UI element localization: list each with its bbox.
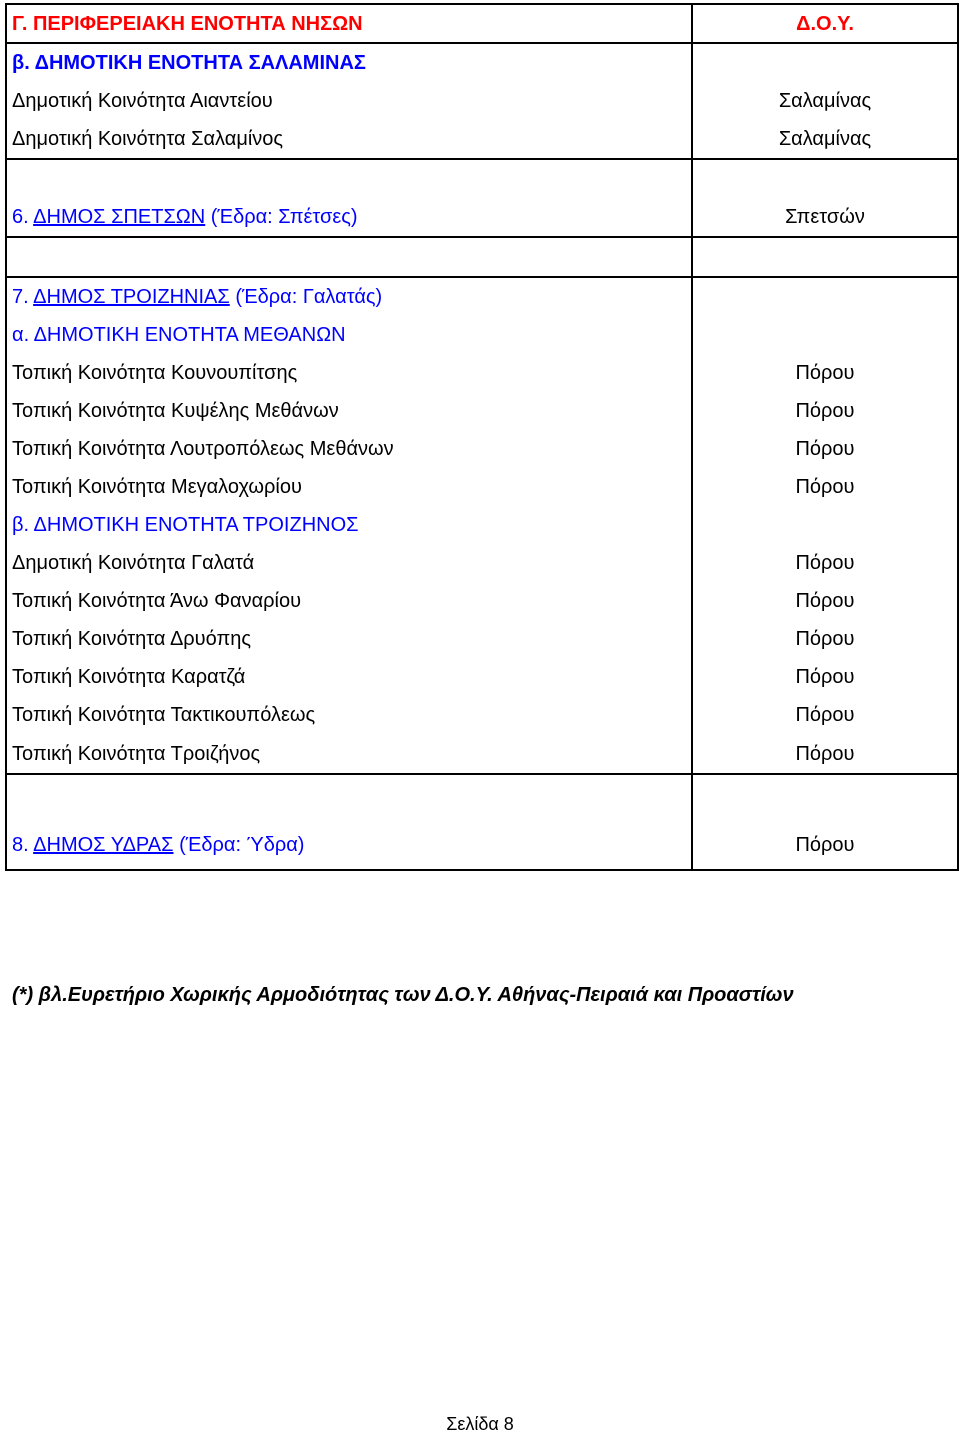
community-name: Δημοτική Κοινότητα Γαλατά xyxy=(6,544,692,582)
unit-title-row xyxy=(6,506,958,544)
region-header-row xyxy=(6,4,958,43)
community-doy: Πόρου xyxy=(692,620,958,658)
municipality-seat: (Έδρα: Σπέτσες) xyxy=(210,206,358,228)
municipality-doy: Πόρου xyxy=(692,821,958,870)
community-doy: Σαλαμίνας xyxy=(692,120,958,159)
community-doy: Πόρου xyxy=(692,658,958,696)
municipality-row-hydra xyxy=(6,821,958,870)
table-row xyxy=(6,430,958,468)
municipality-troizinia xyxy=(6,277,692,316)
community-name: Τοπική Κοινότητα Κουνουπίτσης xyxy=(6,354,692,392)
community-name: Τοπική Κοινότητα Τροιζήνος xyxy=(6,734,692,774)
spacer-row xyxy=(6,237,958,277)
table-row xyxy=(6,82,958,120)
table-row xyxy=(6,544,958,582)
community-name: Τοπική Κοινότητα Καρατζά xyxy=(6,658,692,696)
community-name: Τοπική Κοινότητα Κυψέλης Μεθάνων xyxy=(6,392,692,430)
municipality-spetses xyxy=(6,198,692,237)
footnote: (*) βλ.Ευρετήριο Χωρικής Αρμοδιότητας των Δ.Ο.Υ. Αθήνας-Πειραιά και Προαστίων xyxy=(12,984,794,1006)
table-row xyxy=(6,696,958,734)
municipality-number: 7. xyxy=(12,286,29,308)
municipality-link-spetses[interactable]: ΔΗΜΟΣ ΣΠΕΤΣΩΝ xyxy=(33,206,206,228)
table-row xyxy=(6,120,958,159)
community-name: Τοπική Κοινότητα Μεγαλοχωρίου xyxy=(6,468,692,506)
methana-unit-title: α. ΔΗΜΟΤΙΚΗ ΕΝΟΤΗΤΑ ΜΕΘΑΝΩΝ xyxy=(6,316,692,354)
municipality-seat: (Έδρα: Γαλατάς) xyxy=(235,286,383,308)
community-name: Τοπική Κοινότητα Δρυόπης xyxy=(6,620,692,658)
region-title: Γ. ΠΕΡΙΦΕΡΕΙΑΚΗ ΕΝΟΤΗΤΑ ΝΗΣΩΝ xyxy=(6,4,692,43)
unit-title-row xyxy=(6,43,958,82)
unit-title-row xyxy=(6,316,958,354)
troizina-unit-title: β. ΔΗΜΟΤΙΚΗ ΕΝΟΤΗΤΑ ΤΡΟΙΖΗΝΟΣ xyxy=(6,506,692,544)
table-row xyxy=(6,354,958,392)
community-name: Δημοτική Κοινότητα Αιαντείου xyxy=(6,82,692,120)
community-name: Δημοτική Κοινότητα Σαλαμίνος xyxy=(6,120,692,159)
municipality-doy: Σπετσών xyxy=(692,198,958,237)
municipality-row-spetses xyxy=(6,198,958,237)
community-doy: Πόρου xyxy=(692,392,958,430)
table-row xyxy=(6,582,958,620)
municipality-row-troizinia xyxy=(6,277,958,316)
municipality-link-troizinia[interactable]: ΔΗΜΟΣ ΤΡΟΙΖΗΝΙΑΣ xyxy=(33,286,230,308)
salamina-unit-title: β. ΔΗΜΟΤΙΚΗ ΕΝΟΤΗΤΑ ΣΑΛΑΜΙΝΑΣ xyxy=(6,43,692,82)
community-doy: Πόρου xyxy=(692,734,958,774)
community-doy: Πόρου xyxy=(692,354,958,392)
community-name: Τοπική Κοινότητα Λουτροπόλεως Μεθάνων xyxy=(6,430,692,468)
table-row xyxy=(6,658,958,696)
community-doy: Σαλαμίνας xyxy=(692,82,958,120)
table-row xyxy=(6,620,958,658)
community-doy: Πόρου xyxy=(692,468,958,506)
spacer-row xyxy=(6,159,958,198)
community-name: Τοπική Κοινότητα Τακτικουπόλεως xyxy=(6,696,692,734)
municipality-seat: (Έδρα: Ύδρα) xyxy=(179,834,305,856)
community-doy: Πόρου xyxy=(692,430,958,468)
community-doy: Πόρου xyxy=(692,544,958,582)
municipality-number: 6. xyxy=(12,206,29,228)
jurisdiction-table xyxy=(5,3,959,871)
municipality-number: 8. xyxy=(12,834,29,856)
table-row xyxy=(6,392,958,430)
page-number: Σελίδα 8 xyxy=(446,1414,514,1434)
community-name: Τοπική Κοινότητα Άνω Φαναρίου xyxy=(6,582,692,620)
municipality-hydra xyxy=(6,821,692,870)
table-row xyxy=(6,734,958,774)
table-row xyxy=(6,468,958,506)
spacer-row xyxy=(6,774,958,821)
municipality-link-hydra[interactable]: ΔΗΜΟΣ ΥΔΡΑΣ xyxy=(33,834,174,856)
community-doy: Πόρου xyxy=(692,582,958,620)
doy-column-header: Δ.Ο.Υ. xyxy=(692,4,958,43)
community-doy: Πόρου xyxy=(692,696,958,734)
